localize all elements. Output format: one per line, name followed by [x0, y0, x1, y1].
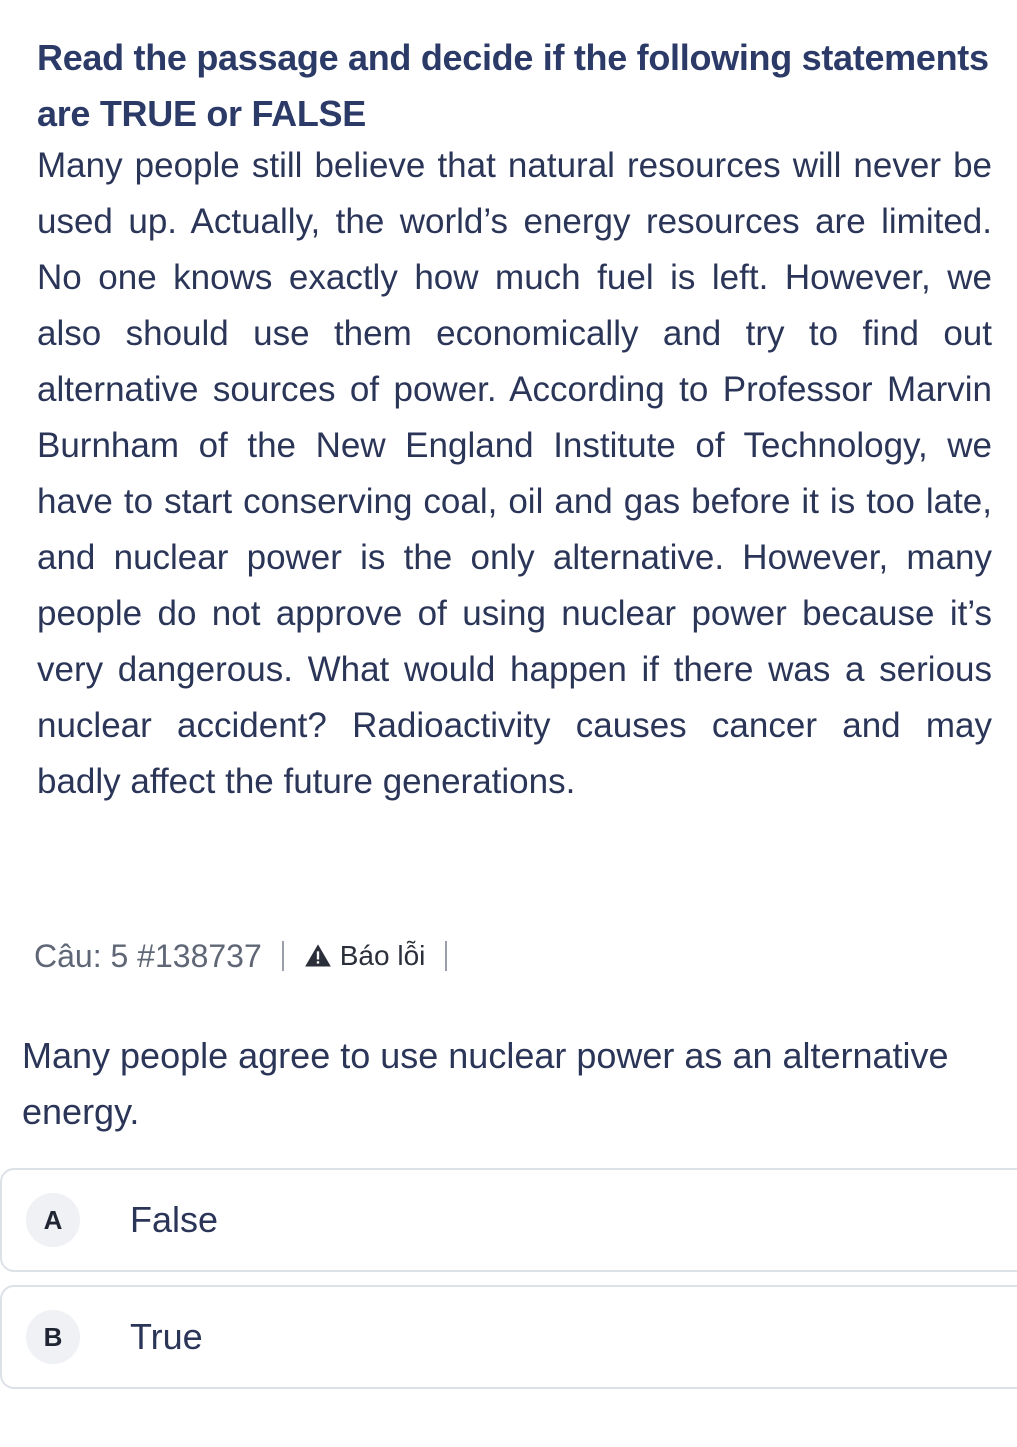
question-number: Câu: 5 #138737	[34, 937, 262, 974]
answer-option-a[interactable]	[0, 1168, 1017, 1272]
option-letter-badge: B	[26, 1310, 80, 1364]
question-meta-row	[34, 932, 467, 980]
divider	[282, 941, 284, 971]
reading-passage: Many people still believe that natural resources will never be used up. Actually, the world’s energy resources are limited. No one knows exactly how much fuel is left. However, we also should use them economically and try to find out alternative sources of power. According to Professor Marvin Burnham of the New England Institute of Technology, we have to start conserving coal, oil and gas before it is too late, and nuclear power is the only alternative. However, many people do not approve of using nuclear power because it’s very dangerous. What would happen if there was a serious nuclear accident? Radioactivity causes cancer and may badly affect the future generations.	[37, 146, 992, 801]
option-letter-badge: A	[26, 1193, 80, 1247]
question-statement: Many people agree to use nuclear power as an alternative energy.	[22, 1035, 949, 1132]
report-error-label: Báo lỗi	[339, 940, 426, 971]
report-error-link[interactable]	[304, 940, 426, 972]
instruction-heading: Read the passage and decide if the following statements are TRUE or FALSE	[37, 37, 989, 134]
warning-icon	[304, 942, 332, 970]
answer-option-b[interactable]	[0, 1285, 1017, 1389]
option-text: True	[130, 1316, 203, 1357]
option-text: False	[130, 1199, 219, 1240]
divider	[445, 941, 447, 971]
